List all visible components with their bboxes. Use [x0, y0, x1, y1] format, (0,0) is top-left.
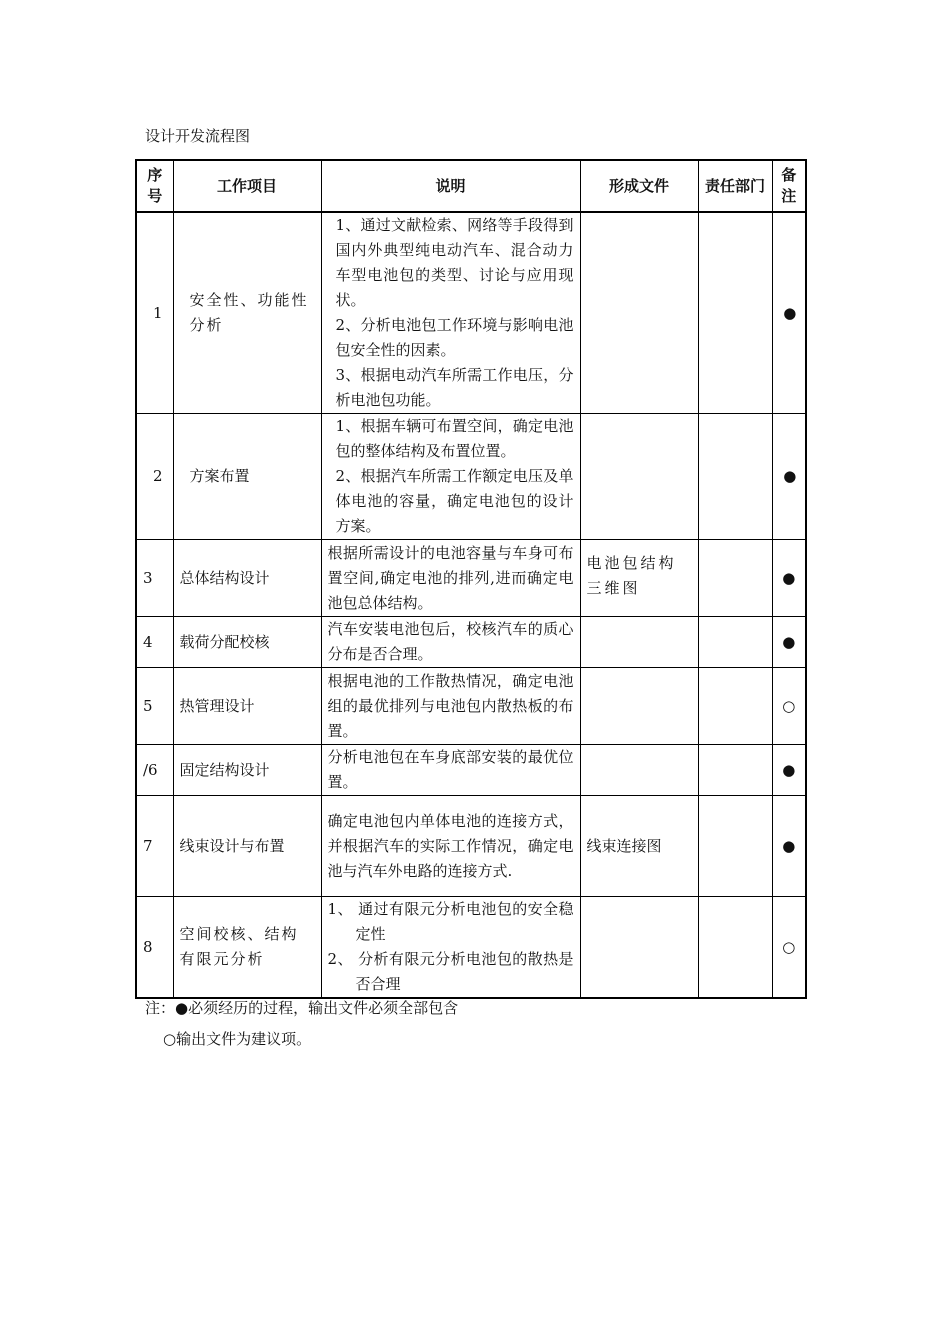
row-desc	[321, 668, 580, 745]
row-dept	[698, 617, 772, 668]
row-desc	[321, 897, 580, 999]
row-docs	[580, 745, 698, 796]
row-docs: 线束连接图	[580, 796, 698, 897]
row-no: 1	[136, 212, 173, 414]
legend-note-suggested: ○输出文件为建议项。	[163, 1030, 312, 1048]
row-dept	[698, 540, 772, 617]
table-row	[136, 540, 806, 617]
design-flow-table	[135, 159, 807, 999]
table-row	[136, 796, 806, 897]
row-docs	[580, 414, 698, 540]
row-dept	[698, 212, 772, 414]
table-row	[136, 414, 806, 540]
desc-line: 2、根据汽车所需工作额定电压及单体电池的容量，确定电池包的设计方案。	[335, 467, 574, 535]
desc-line: 2、 分析有限元分析电池包的散热是否合理	[327, 950, 574, 993]
page-title: 设计开发流程图	[145, 127, 251, 145]
row-no: 2	[136, 414, 173, 540]
row-mark: ●	[772, 796, 806, 897]
row-docs	[580, 617, 698, 668]
desc-line: 根据所需设计的电池容量与车身可布置空间,确定电池的排列,进而确定电池包总体结构。	[327, 543, 574, 612]
row-mark: ○	[772, 897, 806, 999]
row-item: 固定结构设计	[173, 745, 321, 796]
desc-line: 1、通过文献检索、网络等手段得到国内外典型纯电动汽车、混合动力车型电池包的类型、讨论与应用现状。	[335, 216, 574, 309]
row-item: 空间校核、结构有限元分析	[173, 897, 321, 999]
row-no: 4	[136, 617, 173, 668]
row-docs	[580, 897, 698, 999]
desc-line: 根据电池的工作散热情况，确定电池组的最优排列与电池包内散热板的布置。	[327, 671, 574, 740]
row-dept	[698, 796, 772, 897]
header-item: 工作项目	[173, 160, 321, 212]
table-row	[136, 897, 806, 999]
row-dept	[698, 414, 772, 540]
row-mark: ●	[772, 617, 806, 668]
row-item: 热管理设计	[173, 668, 321, 745]
desc-line: 3、根据电动汽车所需工作电压，分析电池包功能。	[335, 366, 574, 409]
header-mark: 备注	[772, 160, 806, 212]
row-desc	[321, 540, 580, 617]
row-mark: ○	[772, 668, 806, 745]
row-item: 载荷分配校核	[173, 617, 321, 668]
row-docs	[580, 212, 698, 414]
desc-line: 1、根据车辆可布置空间，确定电池包的整体结构及布置位置。	[335, 417, 574, 460]
header-dept: 责任部门	[698, 160, 772, 212]
row-mark: ●	[772, 745, 806, 796]
table-row	[136, 668, 806, 745]
desc-line: 2、分析电池包工作环境与影响电池包安全性的因素。	[335, 316, 574, 359]
table-row	[136, 212, 806, 414]
row-desc	[321, 617, 580, 668]
desc-line: 分析电池包在车身底部安装的最优位置。	[327, 748, 574, 791]
row-no: 8	[136, 897, 173, 999]
header-no: 序号	[136, 160, 173, 212]
desc-line: 确定电池包内单体电池的连接方式，并根据汽车的实际工作情况，确定电池与汽车外电路的连接方式.	[327, 811, 574, 880]
row-item: 安全性、功能性分析	[173, 212, 321, 414]
row-no: 3	[136, 540, 173, 617]
row-docs: 电池包结构三维图	[580, 540, 698, 617]
row-dept	[698, 745, 772, 796]
row-docs	[580, 668, 698, 745]
row-no: /6	[136, 745, 173, 796]
table-header-row	[136, 160, 806, 212]
header-docs: 形成文件	[580, 160, 698, 212]
row-desc	[321, 745, 580, 796]
row-mark: ●	[772, 414, 806, 540]
row-no: 5	[136, 668, 173, 745]
table-row	[136, 745, 806, 796]
row-dept	[698, 897, 772, 999]
desc-line: 1、 通过有限元分析电池包的安全稳定性	[327, 900, 574, 943]
row-item: 线束设计与布置	[173, 796, 321, 897]
row-desc	[321, 212, 580, 414]
row-no: 7	[136, 796, 173, 897]
row-mark: ●	[772, 540, 806, 617]
legend-note-required: 注：●必须经历的过程，输出文件必须全部包含	[145, 999, 459, 1017]
table-row	[136, 617, 806, 668]
row-mark: ●	[772, 212, 806, 414]
row-desc	[321, 414, 580, 540]
row-item: 总体结构设计	[173, 540, 321, 617]
row-item: 方案布置	[173, 414, 321, 540]
header-desc: 说明	[321, 160, 580, 212]
row-dept	[698, 668, 772, 745]
row-desc	[321, 796, 580, 897]
desc-line: 汽车安装电池包后，校核汽车的质心分布是否合理。	[327, 620, 574, 663]
